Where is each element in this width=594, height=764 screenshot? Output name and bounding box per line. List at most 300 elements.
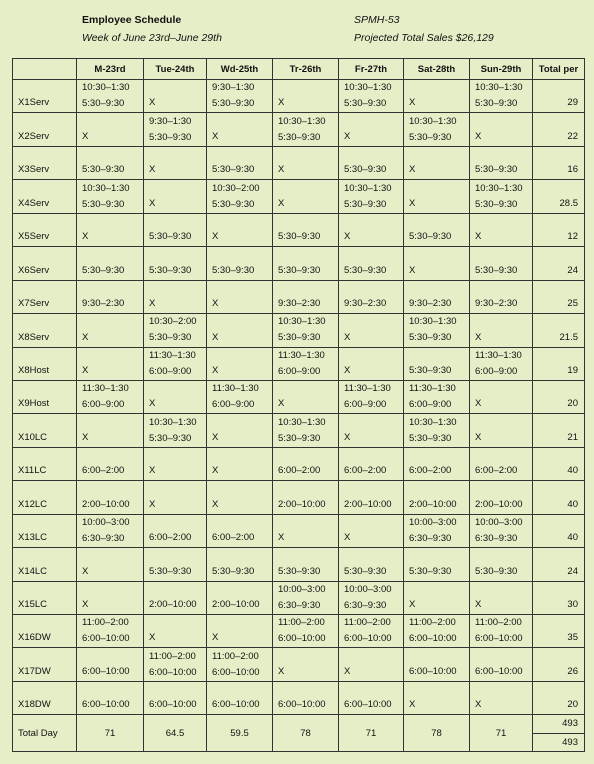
column-header: Tr-26th [273, 59, 339, 80]
shift-text: 6:00–2:00 [344, 465, 387, 477]
shift-text: X [344, 532, 351, 544]
employee-name: X15LC [13, 581, 77, 614]
shift-cell [77, 581, 144, 614]
shift-text: 10:30–2:00 [149, 316, 197, 328]
shift-cell [144, 146, 207, 179]
table-row [13, 113, 585, 146]
shift-text: 5:30–9:30 [149, 264, 192, 276]
shift-cell [470, 447, 533, 480]
shift-cell [404, 347, 470, 380]
shift-text: X [344, 431, 351, 443]
shift-text: 10:00–3:00 [409, 516, 457, 528]
shift-cell [207, 247, 273, 280]
shift-cell [144, 280, 207, 313]
shift-cell [207, 481, 273, 514]
shift-text: 10:30–1:30 [344, 82, 392, 94]
shift-cell [144, 581, 207, 614]
shift-text: 5:30–9:30 [82, 164, 125, 176]
shift-cell [404, 113, 470, 146]
shift-cell [77, 548, 144, 581]
shift-text: 11:30–1:30 [344, 383, 391, 395]
employee-total: 40 [533, 447, 585, 480]
shift-cell [339, 80, 404, 113]
shift-text: X [475, 398, 482, 410]
shift-text: 6:00–10:00 [475, 665, 523, 677]
employee-name: X11LC [13, 447, 77, 480]
employee-total: 40 [533, 481, 585, 514]
shift-cell [207, 548, 273, 581]
shift-text: X [409, 699, 416, 711]
shift-cell [470, 80, 533, 113]
shift-text: X [212, 331, 219, 343]
shift-cell [273, 80, 339, 113]
shift-text: 6:00–2:00 [278, 465, 321, 477]
employee-name: X16DW [13, 615, 77, 648]
shift-cell [77, 80, 144, 113]
shift-cell [207, 615, 273, 648]
shift-text: 6:00–2:00 [409, 465, 452, 477]
shift-text: X [409, 197, 416, 209]
employee-name: X1Serv [13, 80, 77, 113]
shift-text: 10:00–3:00 [344, 583, 392, 595]
shift-cell [404, 581, 470, 614]
shift-text: X [409, 97, 416, 109]
shift-cell [144, 681, 207, 714]
shift-cell [77, 146, 144, 179]
shift-text: X [149, 298, 156, 310]
shift-text: X [212, 498, 219, 510]
table-row [13, 247, 585, 280]
shift-cell [470, 414, 533, 447]
shift-text: 5:30–9:30 [344, 164, 387, 176]
shift-cell [273, 280, 339, 313]
shift-text: 2:00–10:00 [278, 498, 326, 510]
shift-cell [470, 380, 533, 413]
table-row [13, 615, 585, 648]
shift-text: 6:00–10:00 [344, 633, 392, 645]
employee-name: X5Serv [13, 213, 77, 246]
column-header: Total per [533, 59, 585, 80]
shift-text: X [149, 164, 156, 176]
shift-cell [470, 581, 533, 614]
shift-cell [339, 180, 404, 213]
shift-cell [404, 180, 470, 213]
shift-text: X [409, 264, 416, 276]
shift-cell [273, 247, 339, 280]
shift-cell [339, 648, 404, 681]
shift-cell [77, 280, 144, 313]
shift-text: 10:30–1:30 [82, 82, 130, 94]
shift-text: 5:30–9:30 [82, 264, 125, 276]
shift-text: X [82, 331, 89, 343]
shift-cell [144, 213, 207, 246]
shift-cell [207, 681, 273, 714]
shift-text: 5:30–9:30 [344, 565, 387, 577]
shift-cell [144, 615, 207, 648]
shift-cell [144, 247, 207, 280]
shift-cell [339, 514, 404, 547]
shift-cell [144, 113, 207, 146]
table-row [13, 146, 585, 179]
employee-total: 22 [533, 113, 585, 146]
shift-text: 5:30–9:30 [409, 432, 452, 444]
day-total: 59.5 [207, 715, 273, 752]
shift-cell [339, 447, 404, 480]
shift-text: 9:30–1:30 [212, 82, 255, 94]
employee-total: 16 [533, 146, 585, 179]
shift-text: X [82, 565, 89, 577]
shift-text: 5:30–9:30 [278, 231, 321, 243]
shift-cell [470, 213, 533, 246]
shift-text: X [475, 431, 482, 443]
shift-cell [144, 180, 207, 213]
shift-cell [404, 648, 470, 681]
shift-cell [207, 514, 273, 547]
shift-text: 5:30–9:30 [409, 364, 452, 376]
shift-cell [207, 347, 273, 380]
shift-text: 9:30–2:30 [409, 298, 452, 310]
table-row [13, 380, 585, 413]
shift-text: 10:30–1:30 [278, 416, 326, 428]
shift-text: 5:30–9:30 [149, 231, 192, 243]
shift-cell [339, 615, 404, 648]
shift-text: X [149, 498, 156, 510]
shift-cell [273, 113, 339, 146]
shift-text: 10:00–3:00 [475, 516, 523, 528]
shift-text: 2:00–10:00 [409, 498, 457, 510]
shift-text: 6:00–2:00 [82, 465, 125, 477]
shift-cell [273, 514, 339, 547]
shift-text: 5:30–9:30 [149, 565, 192, 577]
shift-cell [339, 213, 404, 246]
shift-cell [470, 347, 533, 380]
employee-total: 26 [533, 648, 585, 681]
employee-name: X9Host [13, 380, 77, 413]
shift-text: 9:30–2:30 [278, 298, 321, 310]
shift-text: X [149, 398, 156, 410]
shift-text: 6:00–10:00 [82, 699, 130, 711]
shift-text: 6:30–9:30 [409, 532, 452, 544]
schedule-title: Employee Schedule [82, 14, 182, 26]
shift-cell [77, 447, 144, 480]
employee-name: X8Host [13, 347, 77, 380]
table-row [13, 548, 585, 581]
shift-text: 5:30–9:30 [212, 98, 255, 110]
shift-text: X [212, 231, 219, 243]
shift-cell [144, 347, 207, 380]
shift-text: 10:30–1:30 [278, 115, 326, 127]
shift-cell [77, 247, 144, 280]
day-total: 71 [77, 715, 144, 752]
shift-text: 5:30–9:30 [409, 231, 452, 243]
grand-total-cell [533, 715, 585, 752]
shift-cell [144, 380, 207, 413]
column-header: Fr-27th [339, 59, 404, 80]
shift-cell [273, 347, 339, 380]
shift-text: X [278, 665, 285, 677]
shift-text: 6:00–9:00 [409, 399, 452, 411]
shift-text: 11:00–2:00 [149, 650, 196, 662]
shift-cell [339, 681, 404, 714]
shift-cell [77, 615, 144, 648]
shift-cell [77, 180, 144, 213]
shift-cell [273, 615, 339, 648]
shift-text: X [149, 465, 156, 477]
employee-name: X14LC [13, 548, 77, 581]
shift-text: 6:00–9:00 [475, 365, 518, 377]
shift-text: 11:30–1:30 [409, 383, 456, 395]
shift-cell [404, 213, 470, 246]
shift-cell [207, 414, 273, 447]
employee-total: 25 [533, 280, 585, 313]
header-row [13, 59, 585, 80]
shift-cell [339, 280, 404, 313]
day-total: 71 [339, 715, 404, 752]
table-row [13, 681, 585, 714]
shift-text: X [475, 331, 482, 343]
shift-text: 5:30–9:30 [212, 565, 255, 577]
shift-cell [144, 80, 207, 113]
shift-cell [404, 80, 470, 113]
shift-text: 6:30–9:30 [82, 532, 125, 544]
shift-cell [207, 314, 273, 347]
shift-text: 6:00–9:00 [344, 399, 387, 411]
shift-text: 6:00–9:00 [212, 399, 255, 411]
shift-text: 6:00–10:00 [278, 699, 326, 711]
employee-name: X7Serv [13, 280, 77, 313]
projected-sales: Projected Total Sales $26,129 [354, 32, 494, 44]
shift-text: 10:00–3:00 [82, 516, 130, 528]
table-row [13, 447, 585, 480]
employee-total: 24 [533, 247, 585, 280]
shift-text: 5:30–9:30 [149, 432, 192, 444]
shift-cell [404, 514, 470, 547]
shift-text: 2:00–10:00 [82, 498, 130, 510]
column-header: Tue-24th [144, 59, 207, 80]
shift-text: 6:00–10:00 [82, 665, 130, 677]
shift-text: X [475, 231, 482, 243]
shift-text: X [278, 398, 285, 410]
shift-text: 6:00–10:00 [278, 633, 326, 645]
shift-cell [144, 447, 207, 480]
shift-text: 2:00–10:00 [149, 599, 197, 610]
shift-text: X [82, 130, 89, 142]
table-row [13, 314, 585, 347]
shift-cell [273, 548, 339, 581]
table-row [13, 648, 585, 681]
shift-cell [339, 481, 404, 514]
shift-text: 5:30–9:30 [475, 264, 518, 276]
shift-text: 5:30–9:30 [149, 332, 192, 344]
shift-text: 11:30–1:30 [149, 349, 196, 361]
shift-text: 6:00–2:00 [212, 532, 255, 544]
employee-total: 20 [533, 681, 585, 714]
shift-text: 11:00–2:00 [82, 617, 129, 629]
shift-text: X [409, 599, 416, 610]
employee-name: X18DW [13, 681, 77, 714]
employee-name: X6Serv [13, 247, 77, 280]
shift-cell [404, 314, 470, 347]
shift-text: 5:30–9:30 [212, 264, 255, 276]
shift-cell [470, 648, 533, 681]
shift-text: 5:30–9:30 [278, 565, 321, 577]
shift-text: 11:00–2:00 [344, 617, 391, 629]
shift-text: 10:30–1:30 [409, 316, 457, 328]
shift-cell [404, 681, 470, 714]
employee-total: 29 [533, 80, 585, 113]
employee-total: 20 [533, 380, 585, 413]
shift-text: 10:30–1:30 [82, 182, 130, 194]
shift-text: 5:30–9:30 [82, 98, 125, 110]
table-row [13, 213, 585, 246]
grand-total-bottom: 493 [562, 736, 578, 748]
shift-text: 5:30–9:30 [475, 565, 518, 577]
shift-cell [77, 648, 144, 681]
week-label: Week of June 23rd–June 29th [82, 32, 222, 44]
shift-text: 5:30–9:30 [409, 131, 452, 143]
shift-text: 10:30–1:30 [409, 115, 457, 127]
shift-cell [470, 247, 533, 280]
shift-text: X [212, 431, 219, 443]
shift-cell [77, 681, 144, 714]
column-header: M-23rd [77, 59, 144, 80]
shift-cell [207, 180, 273, 213]
shift-cell [404, 380, 470, 413]
shift-text: 5:30–9:30 [475, 164, 518, 176]
shift-text: X [409, 164, 416, 176]
shift-text: 6:00–10:00 [82, 633, 130, 645]
shift-text: X [475, 699, 482, 711]
shift-text: 5:30–9:30 [409, 565, 452, 577]
shift-text: X [82, 431, 89, 443]
column-header: Sat-28th [404, 59, 470, 80]
shift-text: 6:00–2:00 [149, 532, 192, 544]
shift-cell [339, 146, 404, 179]
shift-cell [404, 447, 470, 480]
table-row [13, 347, 585, 380]
shift-text: X [278, 164, 285, 176]
shift-text: 10:00–3:00 [278, 583, 326, 595]
shift-cell [273, 447, 339, 480]
shift-text: 6:00–10:00 [212, 666, 260, 678]
shift-cell [339, 347, 404, 380]
shift-cell [144, 548, 207, 581]
header-blank [13, 59, 77, 80]
shift-cell [470, 548, 533, 581]
table-row [13, 481, 585, 514]
shift-text: 6:00–10:00 [409, 665, 457, 677]
employee-total: 40 [533, 514, 585, 547]
shift-text: X [475, 130, 482, 142]
shift-cell [273, 213, 339, 246]
shift-text: X [344, 665, 351, 677]
shift-cell [404, 247, 470, 280]
employee-name: X8Serv [13, 314, 77, 347]
table-row [13, 414, 585, 447]
shift-text: 5:30–9:30 [278, 332, 321, 344]
shift-text: 6:00–9:00 [149, 365, 192, 377]
shift-text: 11:00–2:00 [475, 617, 522, 629]
shift-cell [470, 681, 533, 714]
day-total: 64.5 [144, 715, 207, 752]
shift-cell [339, 247, 404, 280]
shift-text: X [212, 130, 219, 142]
day-total: 78 [273, 715, 339, 752]
shift-text: 11:30–1:30 [212, 383, 259, 395]
table-row [13, 80, 585, 113]
shift-cell [339, 113, 404, 146]
shift-text: 11:00–2:00 [212, 650, 259, 662]
shift-text: X [344, 231, 351, 243]
shift-cell [273, 314, 339, 347]
employee-total: 19 [533, 347, 585, 380]
shift-text: 9:30–2:30 [475, 298, 518, 310]
shift-text: 9:30–2:30 [344, 298, 387, 310]
table-row [13, 180, 585, 213]
shift-cell [144, 414, 207, 447]
employee-total: 24 [533, 548, 585, 581]
shift-cell [77, 213, 144, 246]
shift-text: 10:30–1:30 [475, 182, 523, 194]
shift-text: 9:30–1:30 [149, 115, 192, 127]
schedule-code: SPMH-53 [354, 14, 400, 26]
shift-cell [470, 280, 533, 313]
shift-text: 5:30–9:30 [344, 198, 387, 210]
shift-text: 5:30–9:30 [278, 264, 321, 276]
shift-text: 11:00–2:00 [409, 617, 456, 629]
shift-text: X [212, 632, 219, 644]
schedule-table [12, 58, 585, 752]
shift-cell [77, 380, 144, 413]
employee-total: 12 [533, 213, 585, 246]
shift-text: 10:30–1:30 [409, 416, 457, 428]
shift-text: X [278, 97, 285, 109]
shift-cell [404, 414, 470, 447]
grand-total-top: 493 [533, 715, 584, 733]
day-total: 78 [404, 715, 470, 752]
shift-text: 5:30–9:30 [212, 198, 255, 210]
employee-name: X17DW [13, 648, 77, 681]
shift-text: X [149, 632, 156, 644]
shift-cell [207, 581, 273, 614]
shift-cell [77, 481, 144, 514]
shift-text: 6:00–10:00 [149, 666, 197, 678]
shift-cell [207, 80, 273, 113]
shift-cell [404, 280, 470, 313]
shift-text: 5:30–9:30 [278, 131, 321, 143]
shift-text: 6:30–9:30 [278, 599, 321, 611]
shift-text: X [82, 599, 89, 610]
shift-cell [207, 648, 273, 681]
employee-name: X4Serv [13, 180, 77, 213]
column-header: Sun-29th [470, 59, 533, 80]
shift-cell [77, 113, 144, 146]
shift-cell [339, 548, 404, 581]
shift-text: 6:00–10:00 [409, 633, 457, 645]
shift-text: 6:00–10:00 [475, 633, 523, 645]
shift-text: X [212, 364, 219, 376]
column-header: Wd-25th [207, 59, 273, 80]
shift-text: 10:30–1:30 [278, 316, 326, 328]
shift-text: 11:30–1:30 [278, 349, 325, 361]
shift-cell [404, 146, 470, 179]
shift-text: X [344, 364, 351, 376]
employee-name: X3Serv [13, 146, 77, 179]
shift-cell [339, 414, 404, 447]
shift-text: 5:30–9:30 [409, 332, 452, 344]
total-day-row [13, 715, 585, 752]
shift-cell [207, 213, 273, 246]
